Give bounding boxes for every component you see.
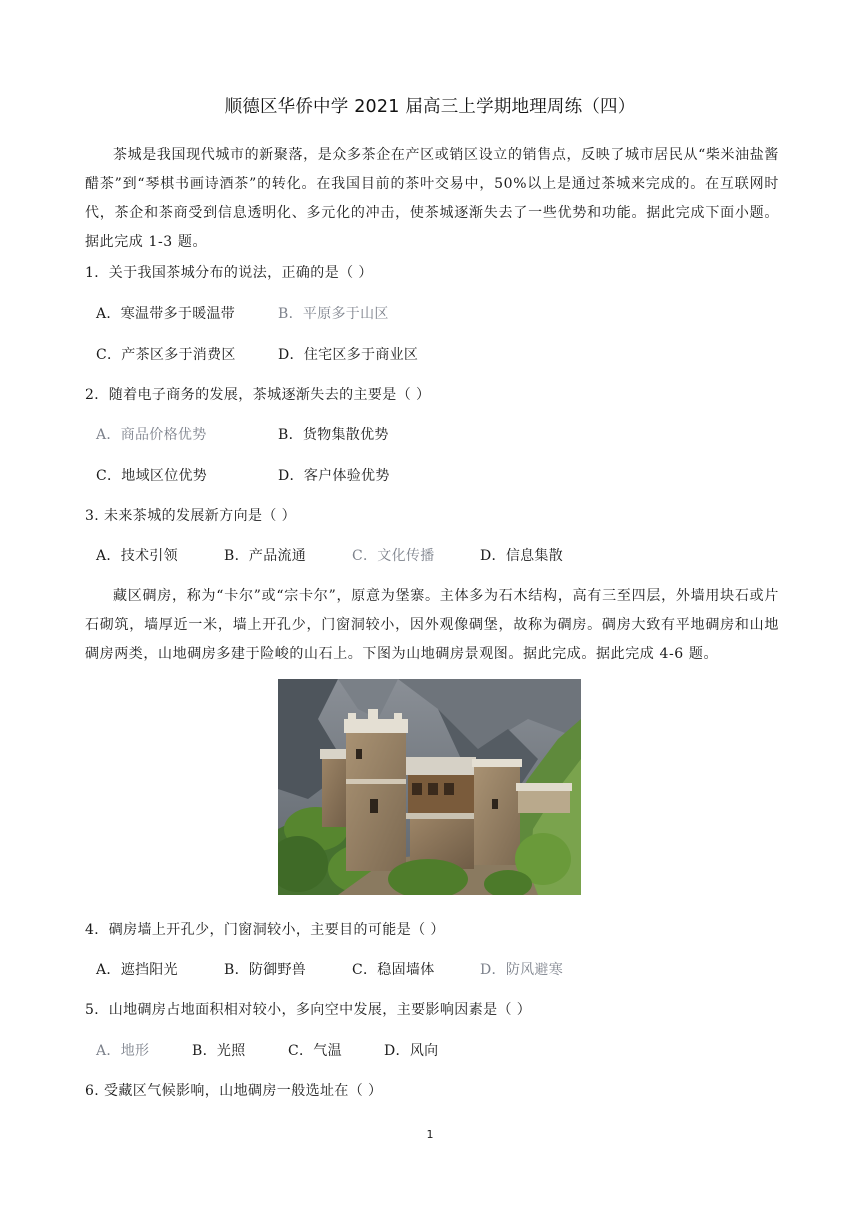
question-1-option-c: C．产茶区多于消费区 (96, 347, 236, 363)
question-1-option-d: D．住宅区多于商业区 (278, 347, 419, 363)
question-6-stem: 6. 受藏区气候影响，山地碉房一般选址在（ ） (85, 1083, 383, 1099)
question-5-option-d: D．风向 (384, 1043, 439, 1059)
passage-tibetan-blockhouse: 藏区碉房，称为“卡尔”或“宗卡尔”，原意为堡寨。主体多为石木结构，高有三至四层，外墙用块石或片石砌筑，墙厚近一米，墙上开孔少，门窗洞较小，因外观像碉堡，故称为碉房。碉房大致有平地碉房和山地碉房两类，山地碉房多建于险峻的山石上。下图为山地碉房景观图。据此完成。据此完成 4-6 题。 (85, 588, 779, 662)
question-1-option-a: A．寒温带多于暖温带 (96, 306, 236, 322)
question-3-option-c: C．文化传播 (352, 548, 435, 564)
question-5-option-b: B．光照 (192, 1043, 246, 1059)
page-number: 1 (426, 1128, 434, 1141)
question-2-option-a: A．商品价格优势 (96, 427, 207, 443)
question-4-stem: 4．碉房墙上开孔少，门窗洞较小，主要目的可能是（ ） (85, 922, 445, 938)
question-2-option-b: B．货物集散优势 (278, 427, 389, 443)
question-3-option-d: D．信息集散 (480, 548, 564, 564)
question-3-option-a: A．技术引领 (96, 548, 178, 564)
question-1-stem: 1．关于我国茶城分布的说法，正确的是（ ） (85, 265, 373, 281)
mountain-blockhouse-photo (278, 679, 581, 895)
question-2-options-row-2 (96, 465, 390, 485)
question-1-options-row-2 (96, 344, 418, 364)
question-2-stem: 2．随着电子商务的发展，茶城逐渐失去的主要是（ ） (85, 387, 431, 403)
question-4-options (96, 959, 563, 979)
question-5-option-a: A．地形 (96, 1043, 150, 1059)
passage-tea-city: 茶城是我国现代城市的新聚落，是众多茶企在产区或销区设立的销售点，反映了城市居民从“柴米油盐酱醋茶”到“琴棋书画诗酒茶”的转化。在我国目前的茶叶交易中，50%以上是通过茶城来完成的。在互联网时代，茶企和茶商受到信息透明化、多元化的冲击，使茶城逐渐失去了一些优势和功能。据此完成下面小题。据此完成 1-3 题。 (85, 147, 779, 250)
question-4-option-a: A．遮挡阳光 (96, 962, 178, 978)
question-5-option-c: C．气温 (288, 1043, 342, 1059)
question-3-stem: 3. 未来茶城的发展新方向是（ ） (85, 508, 297, 524)
question-1-option-b: B．平原多于山区 (278, 306, 389, 322)
question-4-option-c: C．稳固墙体 (352, 962, 435, 978)
question-5-stem: 5．山地碉房占地面积相对较小，多向空中发展，主要影响因素是（ ） (85, 1002, 532, 1018)
question-2-option-c: C．地域区位优势 (96, 468, 208, 484)
question-4-option-d: D．防风避寒 (480, 962, 564, 978)
question-4-option-b: B．防御野兽 (224, 962, 307, 978)
question-3-option-b: B．产品流通 (224, 548, 307, 564)
question-5-options (96, 1040, 438, 1060)
question-2-option-d: D．客户体验优势 (278, 468, 390, 484)
question-1-options-row-1 (96, 303, 389, 323)
question-3-options (96, 545, 563, 565)
document-title: 顺德区华侨中学 2021 届高三上学期地理周练（四） (224, 97, 636, 117)
question-2-options-row-1 (96, 424, 389, 444)
